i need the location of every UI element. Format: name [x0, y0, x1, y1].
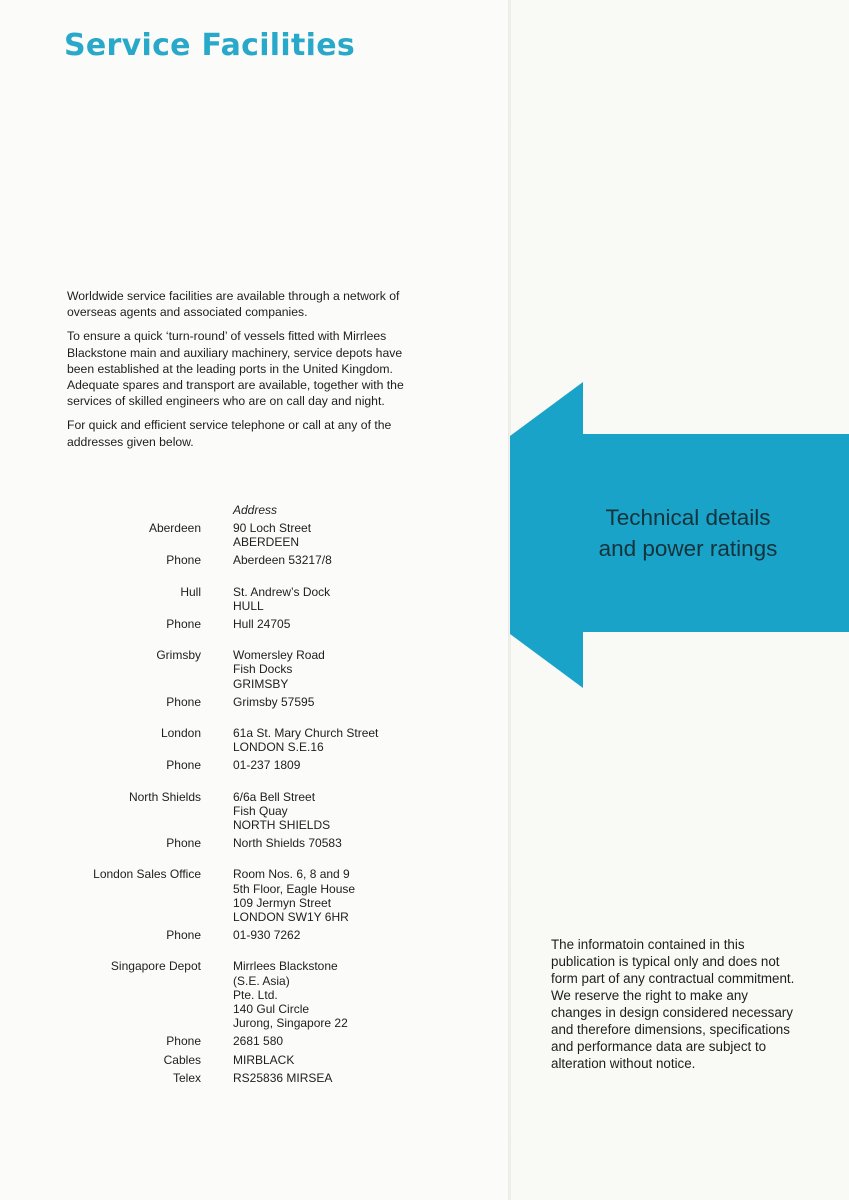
- entry-line: Hull 24705: [233, 617, 291, 632]
- entry-value: [233, 928, 300, 942]
- entry-label: Grimsby: [156, 648, 201, 663]
- directory-entry-cables: [0, 1053, 510, 1067]
- entry-line: 61a St. Mary Church Street: [233, 726, 379, 741]
- entry-value: [233, 790, 330, 833]
- entry-value: [233, 585, 330, 613]
- entry-line: Womersley Road: [233, 648, 325, 663]
- directory-entry-aberdeen: [0, 521, 510, 549]
- entry-value: [233, 726, 378, 754]
- entry-value: [233, 695, 314, 709]
- directory-entry-phone: [0, 758, 510, 772]
- entry-line: HULL: [233, 598, 264, 613]
- entry-value: [233, 1053, 294, 1067]
- entry-line: 140 Gul Circle: [233, 1002, 310, 1017]
- entry-line: Fish Quay: [233, 803, 288, 818]
- entry-line: MIRBLACK: [233, 1052, 295, 1067]
- entry-value: [233, 648, 325, 691]
- entry-line: 01-930 7262: [233, 928, 301, 943]
- entry-label: London Sales Office: [93, 867, 201, 882]
- banner-line-2: and power ratings: [598, 536, 778, 561]
- entry-value: [233, 521, 311, 549]
- entry-value: [233, 758, 300, 772]
- banner-heading: [558, 502, 818, 564]
- directory-entry-phone: [0, 695, 510, 709]
- entry-label: Hull: [180, 584, 201, 599]
- entry-line: Mirrlees Blackstone: [233, 959, 338, 974]
- entry-line: NORTH SHIELDS: [233, 818, 331, 833]
- entry-label: Aberdeen: [148, 521, 201, 535]
- entry-line: St. Andrew’s Dock: [233, 584, 331, 599]
- directory-entry-phone: [0, 617, 510, 631]
- entry-value: [233, 1034, 283, 1048]
- directory-entry-london-sales-office: [0, 867, 510, 924]
- directory-entry-telex: [0, 1071, 510, 1085]
- entry-line: ABERDEEN: [233, 535, 300, 550]
- banner-line-1: Technical details: [605, 505, 771, 530]
- entry-line: GRIMSBY: [233, 676, 289, 691]
- entry-label: Phone: [166, 758, 201, 773]
- entry-value: [233, 617, 290, 631]
- disclaimer-text: The informatoin contained in this publication is typical only and does not form part of any contractual commitment. We reserve the right to make any changes in design considered necessary and therefore dimensions, specifications and performance data are subject to alteration without notice.: [551, 937, 795, 1071]
- entry-line: LONDON S.E.16: [233, 740, 324, 755]
- entry-label: Singapore Depot: [110, 959, 201, 974]
- entry-line: Grimsby 57595: [233, 694, 315, 709]
- entry-line: Jurong, Singapore 22: [233, 1016, 348, 1031]
- entry-line: 01-237 1809: [233, 758, 301, 773]
- directory-entry-hull: [0, 585, 510, 613]
- intro-paragraph-2: To ensure a quick ‘turn-round’ of vessels fitted with Mirrlees Blackstone main and auxiliary machinery, service depots have been established at the leading ports in the United Kingdom. Adequate spares and transport are available, together with the services of skilled engineers who are on call day and night.: [67, 329, 404, 409]
- entry-value: [233, 836, 342, 850]
- entry-label: Phone: [166, 553, 201, 568]
- entry-line: 5th Floor, Eagle House: [233, 881, 356, 896]
- directory-entry-phone: [0, 1034, 510, 1048]
- directory-entry-phone: [0, 928, 510, 942]
- directory-entry-phone: [0, 553, 510, 567]
- address-column-header: Address: [233, 503, 278, 517]
- entry-label: Phone: [166, 694, 201, 709]
- entry-value: [233, 553, 332, 567]
- entry-line: 2681 580: [233, 1034, 284, 1049]
- entry-label: Phone: [166, 928, 201, 943]
- entry-line: North Shields 70583: [233, 836, 342, 851]
- entry-line: LONDON SW1Y 6HR: [233, 910, 349, 925]
- entry-value: [233, 1071, 332, 1085]
- page-title: Service Facilities: [64, 28, 356, 63]
- entry-label: Phone: [166, 1034, 201, 1049]
- entry-label: North Shields: [128, 789, 201, 804]
- directory-entry-london: [0, 726, 510, 754]
- intro-paragraph-1: Worldwide service facilities are available through a network of overseas agents and associated companies.: [67, 289, 400, 320]
- entry-line: Aberdeen 53217/8: [233, 553, 332, 568]
- entry-line: 109 Jermyn Street: [233, 895, 332, 910]
- entry-line: Room Nos. 6, 8 and 9: [233, 867, 350, 882]
- entry-line: 6/6a Bell Street: [233, 789, 316, 804]
- entry-value: [233, 959, 348, 1030]
- entry-line: Pte. Ltd.: [233, 987, 278, 1002]
- entry-label: London: [160, 726, 201, 741]
- entry-line: RS25836 MIRSEA: [233, 1070, 333, 1085]
- entry-value: [233, 867, 355, 924]
- directory-entry-phone: [0, 836, 510, 850]
- entry-line: 90 Loch Street: [233, 521, 312, 535]
- directory-entry-grimsby: [0, 648, 510, 691]
- entry-label: Phone: [166, 836, 201, 851]
- directory-entry-singapore-depot: [0, 959, 510, 1030]
- directory-entry-north-shields: [0, 790, 510, 833]
- entry-line: Fish Docks: [233, 662, 293, 677]
- entry-label: Phone: [166, 617, 201, 632]
- intro-text: [67, 288, 407, 458]
- entry-line: (S.E. Asia): [233, 973, 290, 988]
- entry-label: Telex: [172, 1070, 201, 1085]
- intro-paragraph-3: For quick and efficient service telephone or call at any of the addresses given below.: [67, 418, 392, 449]
- entry-label: Cables: [163, 1052, 201, 1067]
- address-directory: [0, 521, 510, 1085]
